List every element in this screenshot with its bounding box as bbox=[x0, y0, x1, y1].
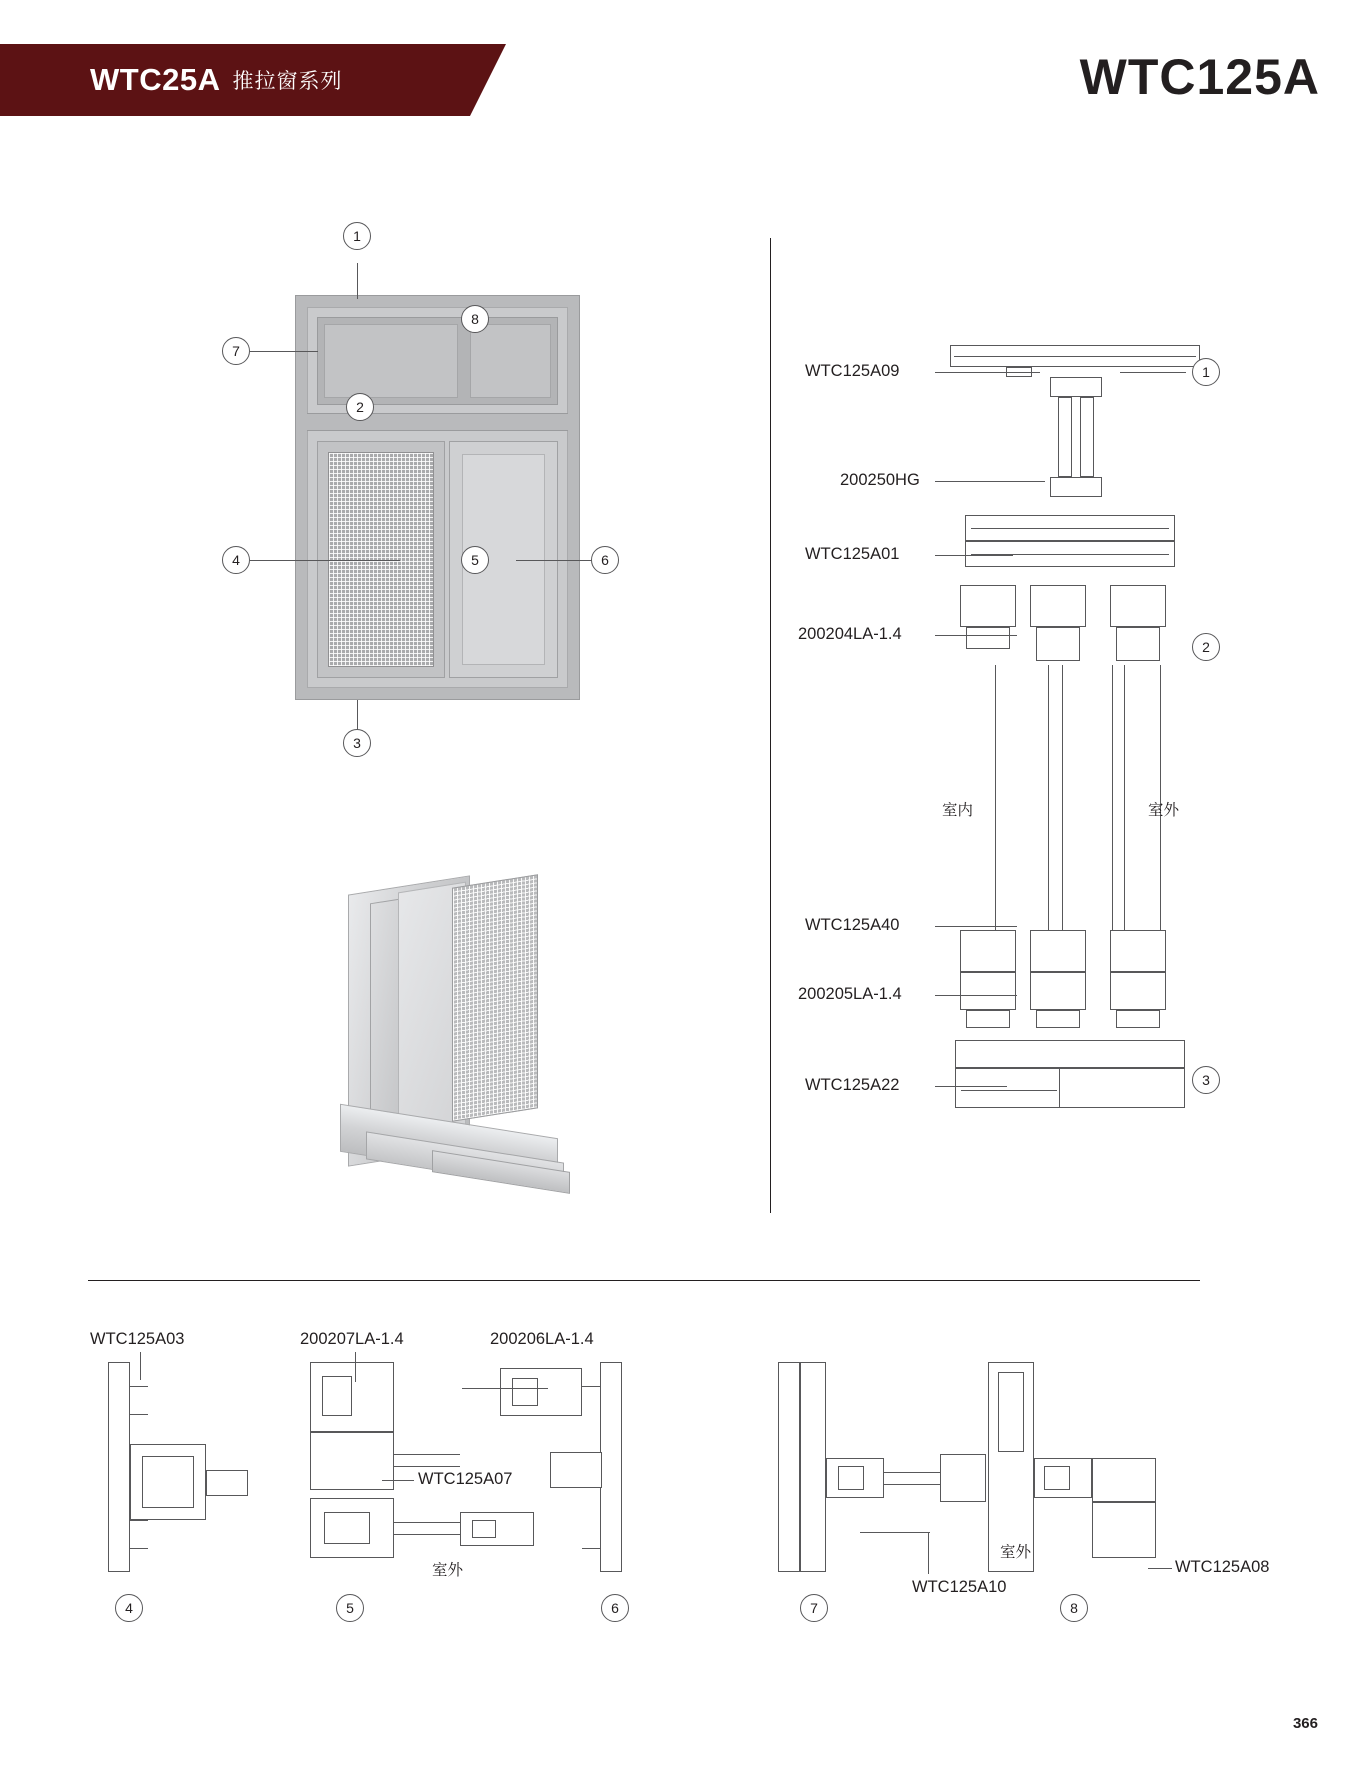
label-200204LA: 200204LA-1.4 bbox=[798, 625, 902, 643]
section-callout-1[interactable]: 1 bbox=[1192, 358, 1220, 386]
leader-WTC125A01 bbox=[935, 555, 1013, 556]
corner-cutaway-render bbox=[340, 875, 590, 1190]
transom-pane-right bbox=[470, 324, 551, 398]
profile-interlock-200250HG bbox=[1050, 377, 1102, 497]
window-transom bbox=[317, 317, 558, 405]
leader-WTC125A40 bbox=[935, 926, 1017, 927]
leader-WTC125A22 bbox=[935, 1086, 1007, 1087]
section-callout-3[interactable]: 3 bbox=[1192, 1066, 1220, 1094]
label-200205LA: 200205LA-1.4 bbox=[798, 985, 902, 1003]
profile-bottom-4 bbox=[108, 1362, 248, 1572]
label-200207LA: 200207LA-1.4 bbox=[300, 1330, 404, 1348]
profile-200205LA bbox=[960, 972, 1190, 1032]
bottom-callout-6[interactable]: 6 bbox=[601, 1594, 629, 1622]
render-screen-mesh bbox=[452, 874, 538, 1122]
leader-callout-1 bbox=[1120, 372, 1186, 373]
elevation-callout-7[interactable]: 7 bbox=[222, 337, 250, 365]
bottom-callout-7[interactable]: 7 bbox=[800, 1594, 828, 1622]
label-200250HG: 200250HG bbox=[840, 471, 920, 489]
leader-WTC125A10-v bbox=[928, 1532, 929, 1574]
bottom-callout-8[interactable]: 8 bbox=[1060, 1594, 1088, 1622]
run-line-b bbox=[1048, 665, 1049, 930]
label-exterior: 室外 bbox=[1148, 802, 1180, 819]
banner-code: WTC25A bbox=[90, 62, 221, 97]
vertical-divider bbox=[770, 238, 771, 1213]
label-WTC125A01: WTC125A01 bbox=[805, 545, 900, 563]
render-body bbox=[340, 875, 590, 1190]
window-elevation-drawing bbox=[295, 295, 580, 700]
header-banner bbox=[0, 44, 470, 116]
label-200206LA: 200206LA-1.4 bbox=[490, 1330, 594, 1348]
leader-line-6 bbox=[516, 560, 602, 561]
page-title: WTC125A bbox=[1079, 49, 1320, 105]
elevation-callout-1[interactable]: 1 bbox=[343, 222, 371, 250]
run-line-c bbox=[1062, 665, 1063, 930]
page-number: 366 bbox=[1292, 1715, 1318, 1732]
leader-line-7 bbox=[250, 351, 318, 352]
transom-pane-left bbox=[324, 324, 458, 398]
profile-bottom-5-6 bbox=[300, 1362, 660, 1572]
elevation-callout-3[interactable]: 3 bbox=[343, 729, 371, 757]
elevation-callout-2[interactable]: 2 bbox=[346, 393, 374, 421]
leader-WTC125A07 bbox=[382, 1480, 414, 1481]
bottom-callout-5[interactable]: 5 bbox=[336, 1594, 364, 1622]
label-exterior-bottom-right: 室外 bbox=[1000, 1544, 1032, 1561]
leader-line-4 bbox=[250, 560, 400, 561]
horizontal-divider bbox=[88, 1280, 1200, 1281]
run-line-d bbox=[1112, 665, 1113, 930]
profile-WTC125A22 bbox=[955, 1040, 1185, 1108]
leader-WTC125A08 bbox=[1148, 1568, 1172, 1569]
label-WTC125A08: WTC125A08 bbox=[1175, 1558, 1270, 1576]
leader-200207LA bbox=[355, 1352, 356, 1382]
bottom-callout-4[interactable]: 4 bbox=[115, 1594, 143, 1622]
window-horizontal-mullion bbox=[307, 413, 568, 431]
label-WTC125A03: WTC125A03 bbox=[90, 1330, 185, 1348]
elevation-callout-8[interactable]: 8 bbox=[461, 305, 489, 333]
label-WTC125A10: WTC125A10 bbox=[912, 1578, 1007, 1596]
banner-series: 推拉窗系列 bbox=[232, 70, 343, 93]
label-WTC125A40: WTC125A40 bbox=[805, 916, 900, 934]
leader-WTC125A03 bbox=[140, 1352, 141, 1380]
leader-WTC125A10-h bbox=[860, 1532, 930, 1533]
elevation-callout-5[interactable]: 5 bbox=[461, 546, 489, 574]
label-exterior-bottom-left: 室外 bbox=[432, 1562, 464, 1579]
leader-200205LA bbox=[935, 995, 1017, 996]
run-line-e bbox=[1124, 665, 1125, 930]
profile-WTC125A40 bbox=[960, 930, 1190, 972]
profile-WTC125A01 bbox=[965, 515, 1175, 567]
run-line-a bbox=[995, 665, 996, 930]
label-WTC125A09: WTC125A09 bbox=[805, 362, 900, 380]
leader-200204LA bbox=[935, 635, 1017, 636]
leader-WTC125A09 bbox=[935, 372, 1040, 373]
label-interior: 室内 bbox=[942, 802, 974, 819]
leader-line-1 bbox=[357, 263, 358, 299]
leader-200206LA bbox=[462, 1388, 548, 1389]
profile-200204LA bbox=[960, 585, 1190, 665]
elevation-callout-4[interactable]: 4 bbox=[222, 546, 250, 574]
label-WTC125A22: WTC125A22 bbox=[805, 1076, 900, 1094]
elevation-callout-6[interactable]: 6 bbox=[591, 546, 619, 574]
profile-bottom-7-8 bbox=[778, 1362, 1158, 1572]
label-WTC125A07: WTC125A07 bbox=[418, 1470, 513, 1488]
section-callout-2[interactable]: 2 bbox=[1192, 633, 1220, 661]
leader-200250HG bbox=[935, 481, 1045, 482]
